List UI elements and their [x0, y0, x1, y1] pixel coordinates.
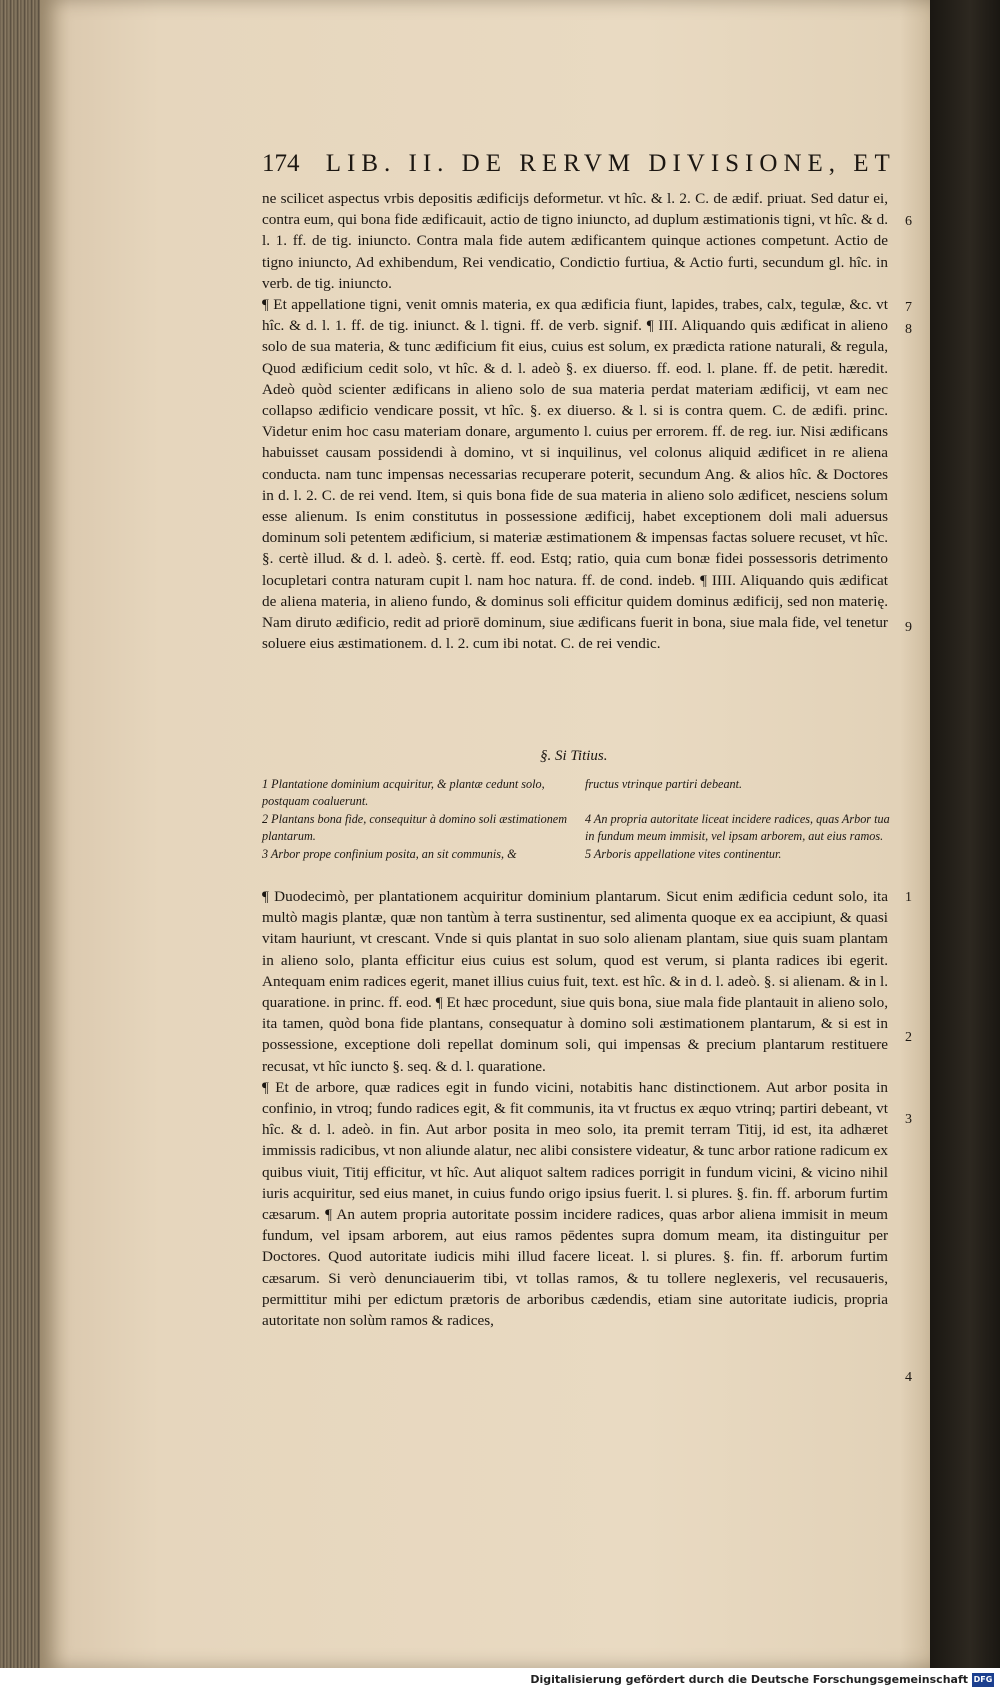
margin-number: 6 [905, 214, 912, 229]
paragraph: ¶ Duodecimò, per plantationem acquiritur dominium plantarum. Sicut enim ædificia cedunt solo, ita multò magis plantæ, quæ non tantùm à terra sustinentur, sed alimenta quoque ex ea accipiunt, & quasi vitam hauriunt, vt crescant. Vnde si quis plantat in suo solo alienam plantam, siue quis suam plantam in alieno solo, planta efficitur eius cuius est solum, quod est verum, si planta radices ibi egerit. Antequam enim radices egerit, manet illius cuius fuit, text. est hîc. & in d. l. adeò. §. si alienam. & in l. quaratione. in princ. ff. eod. ¶ Et hæc procedunt, siue quis bona, siue mala fide plantauit in alieno solo, ita tamen, quòd bona fide plantans, consequatur à domino soli æstimationem plantarum, & si est in possessione, exceptione doli repellat dominum soli, qui impensas & precium plantarum restituere recusat, vt hîc iuncto §. seq. & d. l. quaratione. [262, 888, 888, 1075]
summary-item: 4 An propria autoritate liceat incidere radices, quas Arbor tua in fundum meum immisit, vel ipsam arborem, aut eius ramos. [585, 812, 890, 843]
section-heading: §. Si Titius. [540, 748, 608, 764]
margin-number: 9 [905, 620, 912, 635]
running-head [262, 150, 902, 178]
summary-item: 1 Plantatione dominium acquiritur, & plantæ cedunt solo, postquam coaluerunt. [262, 777, 545, 808]
paragraph: ne scilicet aspectus vrbis depositis ædificijs deformetur. vt hîc. & l. 2. C. de ædif. priuat. Sed datur ei, contra eum, qui bona fide ædificauit, actio de tigno iniuncto, ad duplum æstimationis tigni, vt hîc. & d. l. 1. ff. de tig. iniuncto. Contra mala fide autem ædificantem quinque actiones competunt. Actio de tigno iniuncto, Ad exhibendum, Rei vendicatio, Condictio furtiua, & Actio furti, secundum gl. hîc. in verb. de tig. iniuncto. [262, 190, 888, 292]
margin-number: 8 [905, 322, 912, 337]
paragraph: ¶ Et de arbore, quæ radices egit in fundo vicini, notabitis hanc distinctionem. Aut arbor posita in confinio, in vtroq; fundo radices egit, & fit communis, ita vt fructus ex æquo vtrinq; partiri debeant, vt hîc. & d. l. adeò. in fin. Aut arbor posita in meo solo, ita premit terram Titij, id est, ita adhæret immissis radicibus, vt non aliunde alatur, nec alibi consistere videatur, & tunc arbor ratione radicum ex quibus viuit, Titij efficitur, vt hîc. Aut aliquot saltem radices porrigit in fundum vicini, & vicino nihil iuris acquiritur, sed eius manet, in cuius fundo origo ipsius fuerit. l. si plures. §. fin. ff. arborum furtim cæsarum. ¶ An autem propria autoritate possim incidere radices, quas arbor aliena immisit in meum fundum, vel ipsam arborem, aut eius ramos pēdentes supra domum meam, ita distinguitur per Doctores. Quod autoritate iudicis mihi illud facere liceat. l. si plures. §. fin. ff. arborum furtim cæsarum. Si verò denunciauerim tibi, vt tollas ramos, & tu tollere neglexeris, vel recusaueris, permittitur mihi per edictum prætoris de arboribus cædendis, etiam sine autoritate iudicis, propria autoritate non solùm ramos & radices, [262, 1078, 888, 1330]
margin-number: 2 [905, 1030, 912, 1045]
body-text-lower [262, 886, 888, 1331]
summary-item: 3 Arbor prope confinium posita, an sit communis, & [262, 847, 517, 862]
summary-item: 5 Arboris appellatione vites continentur. [585, 847, 782, 862]
margin-number: 7 [905, 300, 912, 315]
paragraph: ¶ Et appellatione tigni, venit omnis materia, ex qua ædificia fiunt, lapides, trabes, calx, tegulæ, &c. vt hîc. & d. l. 1. ff. de tig. iniunct. & l. tigni. ff. de verb. signif. ¶ III. Aliquando quis ædificat in alieno solo de sua materia, & tunc ædificium fit eius, cuius est solum, ex prædicta ratione naturali, & regula, Quod ædificium cedit solo, vt hîc. & d. l. adeò §. ex diuerso. ff. eod. l. plane. ff. de petit. hæredit. Adeò quòd scienter ædificans in alieno solo de sua materia perdat materiam ædificij, vt eam nec collapso ædificio vendicare possit, vt hîc. §. ex diuerso. & l. si is contra quem. C. de ædifi. princ. Videtur enim hoc casu materiam donare, argumento l. cuius per errorem. ff. de reg. iur. Nisi ædificans habuisset causam possidendi à domino, vt si inquilinus, vel colonus aliquid ædificet in re aliena conducta. nam tunc impensas necessarias recuperare poterit, secundum Ang. & alios hîc. & Doctores in d. l. 2. C. de rei vend. Item, si quis bona fide de sua materia in alieno solo ædificet, nesciens solum esse alienum. Is enim constitutus in possessione ædificij, habet exceptionem doli mali aduersus dominum soli petentem ædificium, si materiæ æstimationem & impensas factas soluere recuset, vt hîc. §. certè illud. & d. l. adeò. §. certè. ff. eod. Estq; ratio, quia cum bonæ fidei possessoris detrimento locupletari contra naturam cupit l. nam hoc natura. ff. de cond. indeb. ¶ IIII. Aliquando quis ædificat de aliena materia, in alieno fundo, & dominus soli efficitur quidem dominus ædificij, sed non materię. Nam diruto ædificio, redit ad priorē dominum, siue ædificans fuerit in bona, siue mala fide, vel tenetur soluere eius æstimationem. d. l. 2. cum ibi notat. C. de rei vendic. [262, 296, 888, 653]
margin-number: 1 [905, 890, 912, 905]
running-head-title: LIB. II. DE RERVM DIVISIONE, ET [325, 150, 896, 177]
digitization-footer [0, 1668, 1000, 1694]
summary-item: fructus vtrinque partiri debeant. [585, 777, 743, 791]
footer-credit: Digitalisierung gefördert durch die Deutsche Forschungsgemeinschaft [530, 1673, 968, 1686]
margin-number: 3 [905, 1112, 912, 1127]
summary-list [262, 776, 892, 865]
dfg-logo-icon: DFG [972, 1673, 994, 1687]
book-gutter-shadow [930, 0, 1000, 1668]
margin-number: 4 [905, 1370, 912, 1385]
summary-item: 2 Plantans bona fide, consequitur à domino soli æstimationem plantarum. [262, 812, 568, 843]
body-text-upper [262, 188, 888, 654]
page-number: 174 [262, 150, 300, 177]
